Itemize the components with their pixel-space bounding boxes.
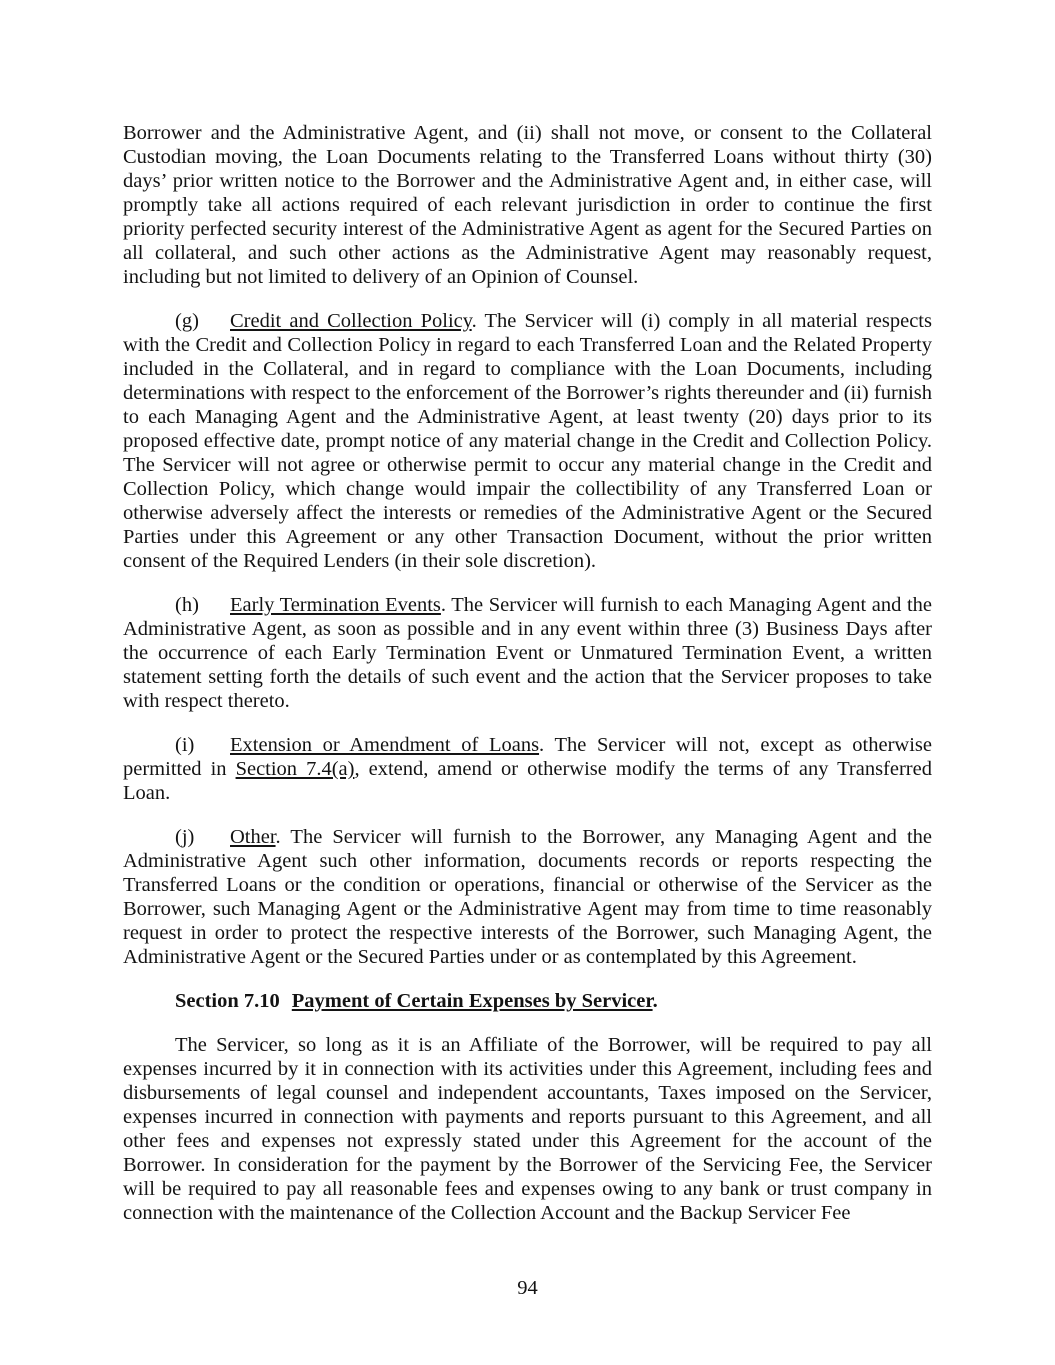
- paragraph-i-label: (i): [175, 734, 195, 756]
- section-title: Payment of Certain Expenses by Servicer: [291, 990, 653, 1012]
- section-title-period: .: [652, 990, 658, 1012]
- paragraph-g: [123, 309, 932, 573]
- paragraph-intro: Borrower and the Administrative Agent, and (ii) shall not move, or consent to the Collateral Custodian moving, the Loan Documents relating to the Transferred Loans without thirty (30) days’ prior written notice to the Borrower and the Administrative Agent and, in either case, will promptly take all actions required of each relevant jurisdiction in order to continue the first priority perfected security interest of the Administrative Agent as agent for the Secured Parties on all collateral, and such other actions as the Administrative Agent may reasonably request, including but not limited to delivery of an Opinion of Counsel.: [123, 122, 932, 288]
- paragraph-i-body: . The Servicer will not, except as otherwise permitted in: [123, 734, 932, 780]
- section-7-10-heading: [123, 989, 932, 1013]
- section-7-4a-reference: Section 7.4(a): [235, 758, 355, 780]
- paragraph-i-body-after: , extend, amend or otherwise modify the terms of any Transferred Loan.: [123, 758, 932, 804]
- paragraph-j-body: . The Servicer will furnish to the Borrower, any Managing Agent and the Administrative Agent such other information, documents records or reports respecting the Transferred Loans or the condition or operations, financial or otherwise of the Servicer as the Borrower, such Managing Agent or the Administrative Agent may from time to time reasonably request in order to protect the respective interests of the Borrower, such Managing Agent, the Administrative Agent or the Secured Parties under or as contemplated by this Agreement.: [123, 826, 932, 968]
- paragraph-j: [123, 825, 932, 969]
- paragraph-g-body: . The Servicer will (i) comply in all material respects with the Credit and Collection Policy in regard to each Transferred Loan and the Related Property included in the Collateral, and in regard to compliance with the Loan Documents, including determinations with respect to the enforcement of the Borrower’s rights thereunder and (ii) furnish to each Managing Agent and the Administrative Agent, at least twenty (20) days prior to its proposed effective date, prompt notice of any material change in the Credit and Collection Policy. The Servicer will not agree or otherwise permit to occur any material change in the Credit and Collection Policy, which change would impair the collectibility of any Transferred Loan or otherwise adversely affect the interests or remedies of the Administrative Agent or the Secured Parties under this Agreement or any other Transaction Document, without the prior written consent of the Required Lenders (in their sole discretion).: [123, 310, 932, 572]
- paragraph-h-heading: Early Termination Events: [230, 594, 441, 616]
- paragraph-h: [123, 593, 932, 713]
- section-number: Section 7.10: [175, 990, 280, 1012]
- page-number: 94: [517, 1277, 538, 1299]
- paragraph-h-body: . The Servicer will furnish to each Managing Agent and the Administrative Agent, as soon as possible and in any event within three (3) Business Days after the occurrence of each Early Termination Event or Unmatured Termination Event, a written statement setting forth the details of such event and the action that the Servicer proposes to take with respect thereto.: [123, 594, 932, 712]
- paragraph-g-label: (g): [175, 310, 199, 332]
- paragraph-j-label: (j): [175, 826, 195, 848]
- paragraph-g-heading: Credit and Collection Policy: [230, 310, 472, 332]
- paragraph-h-label: (h): [175, 594, 199, 616]
- paragraph-closing: The Servicer, so long as it is an Affiliate of the Borrower, will be required to pay all expenses incurred by it in connection with its activities under this Agreement, including fees and disbursements of legal counsel and independent accountants, Taxes imposed on the Servicer, expenses incurred in connection with payments and reports pursuant to this Agreement, and all other fees and expenses not expressly stated under this Agreement for the account of the Borrower. In consideration for the payment by the Borrower of the Servicing Fee, the Servicer will be required to pay all reasonable fees and expenses owing to any bank or trust company in connection with the maintenance of the Collection Account and the Backup Servicer Fee: [123, 1034, 932, 1224]
- paragraph-j-heading: Other: [230, 826, 276, 848]
- paragraph-i: [123, 733, 932, 805]
- paragraph-i-heading: Extension or Amendment of Loans: [230, 734, 540, 756]
